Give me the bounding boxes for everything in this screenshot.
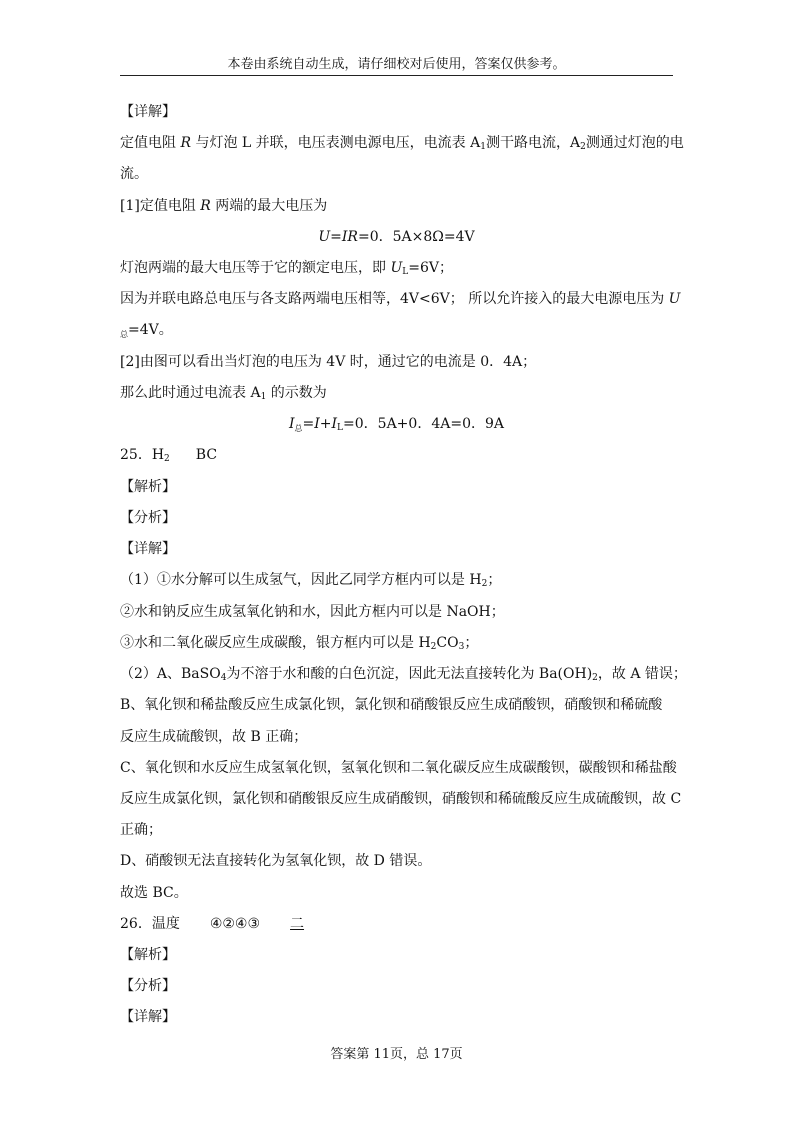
text-line: C、氧化钡和水反应生成氢氧化钡，氢氧化钡和二氧化碳反应生成碳酸钡，碳酸钡和稀盐酸 xyxy=(120,760,677,776)
text-line: 那么此时通过电流表 $A_1$ 的示数为 xyxy=(120,385,327,402)
section-label-detail: 【详解】 xyxy=(120,1009,176,1025)
text-line: 故选 BC。 xyxy=(120,885,188,901)
text-line: （2）A、BaSO$_4$为不溶于水和酸的白色沉淀，因此无法直接转化为 $Ba(OH)_2$，故 A 错误； xyxy=(120,666,687,683)
text-line: ②水和钠反应生成氢氧化钠和水，因此方框内可以是 NaOH； xyxy=(120,604,505,620)
answer-line-25: 25．$H_2$ BC xyxy=(120,447,218,464)
text-line: [2]由图可以看出当灯泡的电压为 4V 时，通过它的电流是 0．4A； xyxy=(120,354,537,370)
text-line: [1]定值电阻 R 两端的最大电压为 xyxy=(120,198,328,214)
text-line: 正确； xyxy=(120,822,162,838)
page-footer: 答案第 11页，总 17页 xyxy=(330,1047,463,1062)
section-label-detail: 【详解】 xyxy=(120,541,176,557)
formula-line: $I_总=I+I_L=0$．5A+0．4A=0．9A xyxy=(288,416,504,433)
text-line: 灯泡两端的最大电压等于它的额定电压，即 $U_L=6V$； xyxy=(120,260,453,277)
page-header: 本卷由系统自动生成，请仔细校对后使用，答案仅供参考。 xyxy=(227,57,566,72)
formula-line: U=IR=0．5A×8Ω=4V xyxy=(318,229,475,245)
text-line: 定值电阻 R 与灯泡 L 并联，电压表测电源电压，电流表 $A_1$测干路电流，$A_2$测通过灯泡的电 xyxy=(120,135,684,152)
text-line: 反应生成氯化钡，氯化钡和硝酸银反应生成硝酸钡，硝酸钡和稀硫酸反应生成硫酸钡，故 C xyxy=(120,791,682,807)
section-label-breakdown: 【分析】 xyxy=(120,510,176,526)
text-line: ③水和二氧化碳反应生成碳酸，银方框内可以是 $H_2CO_3$； xyxy=(120,635,479,652)
text-line: 流。 xyxy=(120,166,148,182)
text-line: （1）①水分解可以生成氢气，因此乙同学方框内可以是 $H_2$； xyxy=(120,572,502,589)
answer-line-26: 26．温度 ④②④③ 二 xyxy=(120,916,305,932)
text-line: $_总$=4V。 xyxy=(120,322,173,339)
header-divider xyxy=(120,75,673,76)
section-label-analysis: 【解析】 xyxy=(120,947,176,963)
text-line: B、氧化钡和稀盐酸反应生成氯化钡，氯化钡和硝酸银反应生成硝酸钡，硝酸钡和稀硫酸 xyxy=(120,697,663,713)
section-label-analysis: 【解析】 xyxy=(120,479,176,495)
section-label-detail: 【详解】 xyxy=(120,104,176,120)
text-line: 反应生成硫酸钡，故 B 正确； xyxy=(120,729,308,745)
section-label-breakdown: 【分析】 xyxy=(120,978,176,994)
text-line: D、硝酸钡无法直接转化为氢氧化钡，故 D 错误。 xyxy=(120,853,432,869)
text-line: 因为并联电路总电压与各支路两端电压相等，4V<6V； 所以允许接入的最大电源电压为 U xyxy=(120,291,681,307)
